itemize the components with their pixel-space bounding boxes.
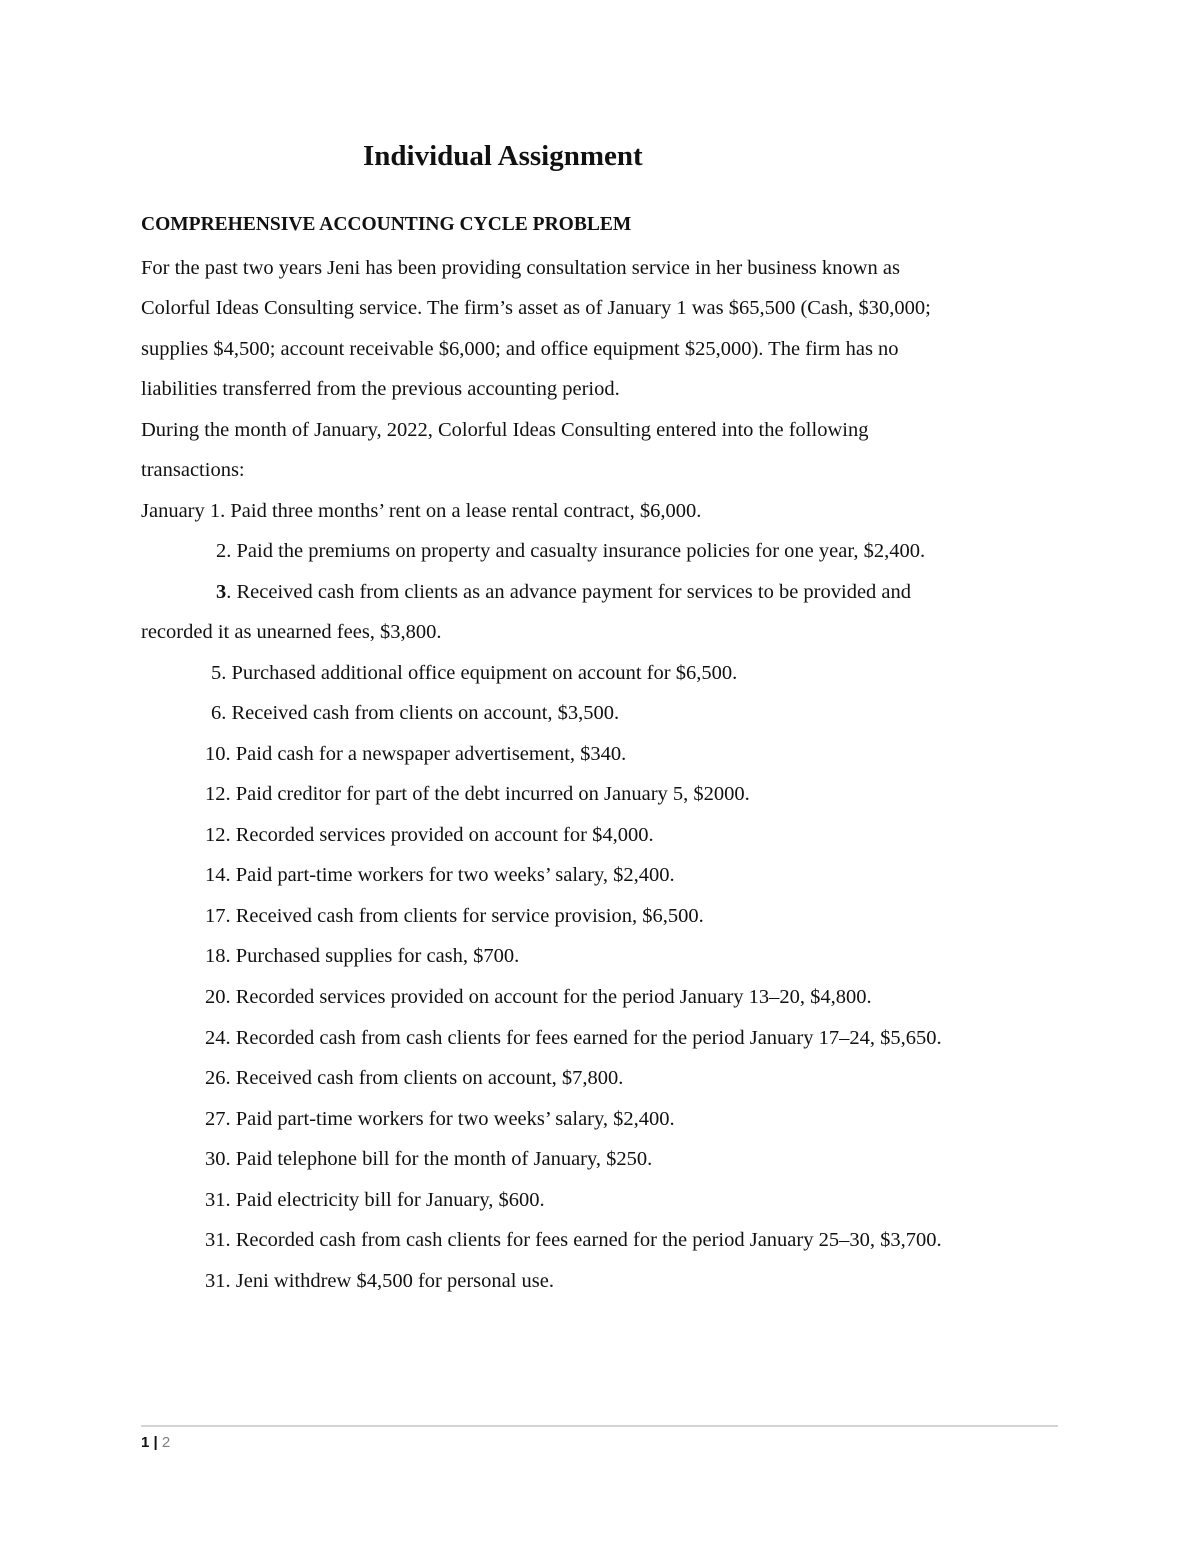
transaction-item: 31. Jeni withdrew $4,500 for personal use.	[205, 1270, 555, 1292]
current-page-number: 1	[141, 1434, 150, 1451]
intro-line: For the past two years Jeni has been providing consultation service in her business known as	[141, 257, 900, 279]
intro-line: Colorful Ideas Consulting service. The firm’s asset as of January 1 was $65,500 (Cash, $30,000;	[141, 297, 931, 319]
section-heading: COMPREHENSIVE ACCOUNTING CYCLE PROBLEM	[141, 214, 632, 235]
transaction-item: 27. Paid part-time workers for two weeks’ salary, $2,400.	[205, 1108, 675, 1130]
page-number-footer	[141, 1434, 170, 1451]
transaction-item: 6. Received cash from clients on account, $3,500.	[211, 702, 620, 724]
transaction-number: 3	[216, 581, 227, 603]
transaction-item: 31. Recorded cash from cash clients for fees earned for the period January 25–30, $3,700.	[205, 1229, 942, 1251]
transaction-item: 12. Recorded services provided on account for $4,000.	[205, 824, 654, 846]
total-pages-number: 2	[161, 1434, 171, 1451]
transaction-item: 12. Paid creditor for part of the debt incurred on January 5, $2000.	[205, 783, 750, 805]
intro-line: transactions:	[141, 459, 245, 481]
document-title: Individual Assignment	[363, 140, 643, 172]
transaction-item: 26. Received cash from clients on account, $7,800.	[205, 1067, 624, 1089]
transaction-continuation: recorded it as unearned fees, $3,800.	[141, 621, 442, 643]
intro-line: During the month of January, 2022, Colorful Ideas Consulting entered into the following	[141, 419, 869, 441]
transaction-item: 14. Paid part-time workers for two weeks’ salary, $2,400.	[205, 864, 675, 886]
transaction-item: 20. Recorded services provided on account for the period January 13–20, $4,800.	[205, 986, 872, 1008]
intro-line: liabilities transferred from the previous accounting period.	[141, 378, 620, 400]
transaction-item: 2. Paid the premiums on property and casualty insurance policies for one year, $2,400.	[216, 540, 926, 562]
transaction-item: 17. Received cash from clients for service provision, $6,500.	[205, 905, 704, 927]
transaction-item: 30. Paid telephone bill for the month of January, $250.	[205, 1148, 653, 1170]
transaction-item: 31. Paid electricity bill for January, $600.	[205, 1189, 545, 1211]
transaction-item: 5. Purchased additional office equipment on account for $6,500.	[211, 662, 738, 684]
transaction-item: 18. Purchased supplies for cash, $700.	[205, 945, 520, 967]
transaction-item: January 1. Paid three months’ rent on a lease rental contract, $6,000.	[141, 500, 702, 522]
transaction-text: . Received cash from clients as an advance payment for services to be provided and	[226, 581, 912, 603]
intro-line: supplies $4,500; account receivable $6,000; and office equipment $25,000). The firm has no	[141, 338, 899, 360]
footer-divider	[141, 1425, 1058, 1427]
transaction-item: 10. Paid cash for a newspaper advertisement, $340.	[205, 743, 627, 765]
transaction-item	[216, 578, 911, 606]
page-separator: |	[153, 1434, 158, 1451]
transaction-item: 24. Recorded cash from cash clients for fees earned for the period January 17–24, $5,650.	[205, 1027, 942, 1049]
